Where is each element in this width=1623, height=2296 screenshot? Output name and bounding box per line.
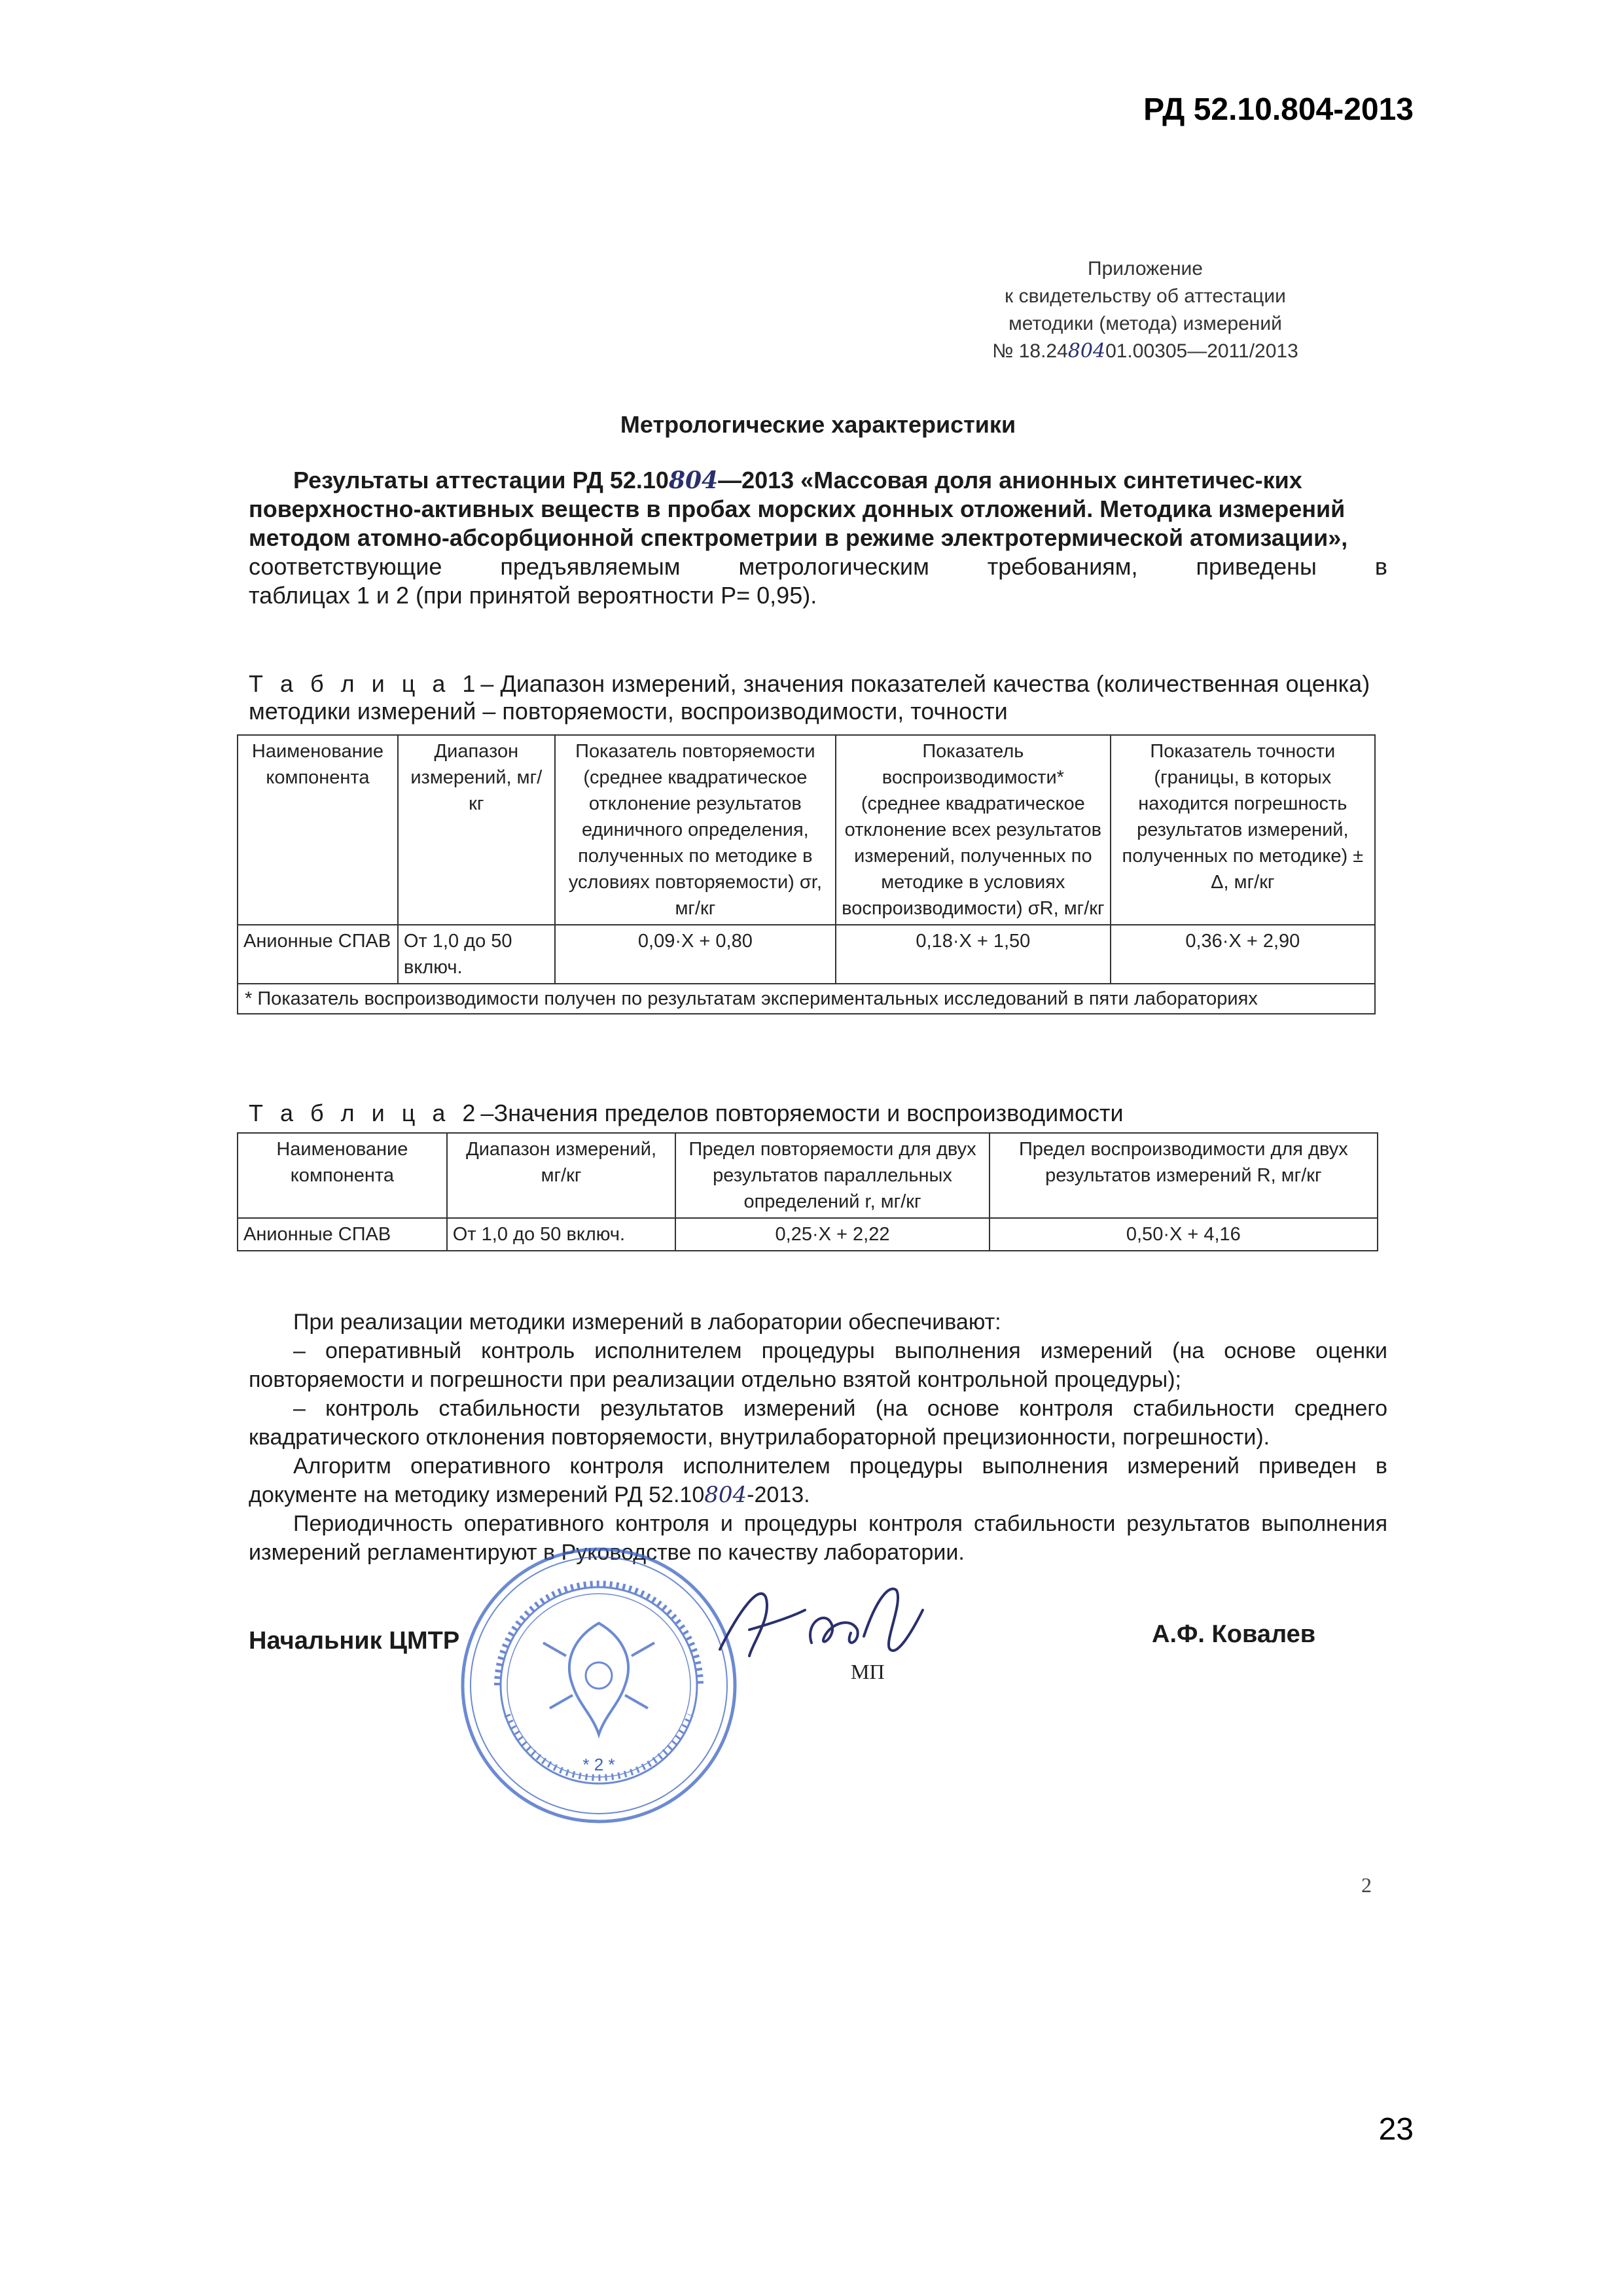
results-text-2: —2013 «Массовая доля анионных синтетичес-ких поверхностно-активных веществ в пробах морских донных отложений. Методика измерений методом атомно-абсорбционной спектрометрии в режиме электротермической атомизации»,: [249, 467, 1348, 551]
inner-page-number: 2: [1361, 1873, 1372, 1897]
table-cell: Анионные СПАВ: [238, 1218, 447, 1251]
control-paragraph: – оперативный контроль исполнителем процедуры выполнения измерений (на основе оценки повторяемости и погрешности при реализации отдельно взятой контрольной процедуры);: [249, 1338, 1387, 1392]
results-line-probability: таблицах 1 и 2 (при принятой вероятности Р= 0,95).: [249, 582, 817, 609]
table-header-cell: Наименование компонента: [238, 735, 398, 925]
table-cell: 0,25·X + 2,22: [675, 1218, 989, 1251]
table1-caption-label: Т а б л и ц а 1: [249, 670, 481, 697]
table-header-cell: Наименование компонента: [238, 1133, 447, 1218]
certificate-number-suffix: 01.00305—2011/2013: [1105, 340, 1298, 362]
page-number: 23: [1378, 2112, 1414, 2147]
results-text-1: Результаты аттестации РД 52.10: [293, 467, 669, 493]
table-2: [237, 1132, 1378, 1251]
handwritten-number: 804: [668, 467, 719, 494]
signatory-title: Начальник ЦМТР: [249, 1627, 460, 1655]
table-header-cell: Показатель повторяемости (среднее квадратическое отклонение результатов единичного определения, полученных по методике в условиях повторяемости) σr, мг/кг: [555, 735, 836, 925]
handwritten-signature: [713, 1571, 929, 1669]
results-paragraph: [249, 466, 1387, 610]
table-cell: 0,50·X + 4,16: [990, 1218, 1378, 1251]
results-line: [249, 552, 1387, 581]
table-cell: От 1,0 до 50 включ.: [447, 1218, 676, 1251]
table2-caption-label: Т а б л и ц а 2: [249, 1100, 481, 1126]
handwritten-number: 804: [704, 1482, 747, 1508]
handwritten-number: 804: [1067, 340, 1106, 363]
table-cell: 0,36·X + 2,90: [1111, 925, 1375, 984]
control-text-part: Алгоритм оперативного контроля исполнителем процедуры выполнения измерений приведен в документе на методику измерений РД 52.10: [249, 1454, 1387, 1507]
control-text: [249, 1308, 1387, 1567]
document-code: РД 52.10.804-2013: [1143, 92, 1414, 127]
section-heading: Метрологические характеристики: [620, 411, 1016, 438]
control-text-part: -2013.: [747, 1482, 810, 1507]
appendix-line-1: Приложение: [1088, 258, 1203, 279]
control-paragraph: Периодичность оперативного контроля и процедуры контроля стабильности результатов выполнения измерений регламентируют в Руководстве по качеству лаборатории.: [249, 1511, 1387, 1565]
table-1: [237, 734, 1376, 1014]
table-header-row: [238, 1133, 1378, 1218]
appendix-line-3: методики (метода) измерений: [1008, 313, 1282, 334]
results-word: соответствующие: [249, 553, 442, 580]
table-cell: 0,18·X + 1,50: [836, 925, 1111, 984]
table-header-cell: Предел повторяемости для двух результатов параллельных определений r, мг/кг: [675, 1133, 989, 1218]
certificate-number: [903, 338, 1387, 365]
table-cell: 0,09·X + 0,80: [555, 925, 836, 984]
results-word: приведены: [1196, 553, 1317, 580]
results-title: [249, 466, 1387, 552]
table-row: [238, 1218, 1378, 1251]
table-row: [238, 925, 1375, 984]
table-header-row: [238, 735, 1375, 925]
table-header-cell: Показатель воспроизводимости* (среднее квадратическое отклонение всех результатов измерений, полученных по методике в условиях воспроизводимости) σR, мг/кг: [836, 735, 1111, 925]
control-paragraph: [249, 1452, 1387, 1509]
appendix-block: [903, 255, 1387, 365]
control-paragraph: – контроль стабильности результатов измерений (на основе контроля стабильности среднего квадратического отклонения повторяемости, внутрилабораторной прецизионности, погрешности).: [249, 1396, 1387, 1450]
results-word: метрологическим: [738, 553, 929, 580]
appendix-line-2: к свидетельству об аттестации: [1005, 285, 1286, 307]
table-footnote: * Показатель воспроизводимости получен по результатам экспериментальных исследований в пяти лабораториях: [238, 984, 1375, 1014]
signatory-name: А.Ф. Ковалев: [1152, 1621, 1316, 1648]
results-word: требованиям,: [987, 553, 1138, 580]
official-seal: [458, 1545, 740, 1826]
control-paragraph: При реализации методики измерений в лаборатории обеспечивают:: [293, 1310, 1001, 1335]
seal-place-mark: МП: [851, 1660, 885, 1683]
table-header-cell: Предел воспроизводимости для двух результатов измерений R, мг/кг: [990, 1133, 1378, 1218]
table2-caption: [249, 1100, 1387, 1127]
certificate-number-prefix: № 18.24: [992, 340, 1068, 362]
table-cell: Анионные СПАВ: [238, 925, 398, 984]
table2-caption-text: –Значения пределов повторяемости и воспроизводимости: [480, 1100, 1124, 1126]
table1-caption: [249, 670, 1387, 725]
results-word: предъявляемым: [500, 553, 681, 580]
table1-caption-text: – Диапазон измерений, значения показателей качества (количественная оценка) методики измерений – повторяемости, воспроизводимости, точности: [249, 670, 1370, 725]
results-word: в: [1374, 553, 1387, 580]
table-footnote-row: [238, 984, 1375, 1014]
seal-star-text: * 2 *: [582, 1755, 615, 1774]
table-header-cell: Диапазон измерений, мг/кг: [447, 1133, 676, 1218]
table-header-cell: Показатель точности (границы, в которых находится погрешность результатов измерений, полученных по методике) ± Δ, мг/кг: [1111, 735, 1375, 925]
table-cell: От 1,0 до 50 включ.: [398, 925, 555, 984]
table-header-cell: Диапазон измерений, мг/кг: [398, 735, 555, 925]
